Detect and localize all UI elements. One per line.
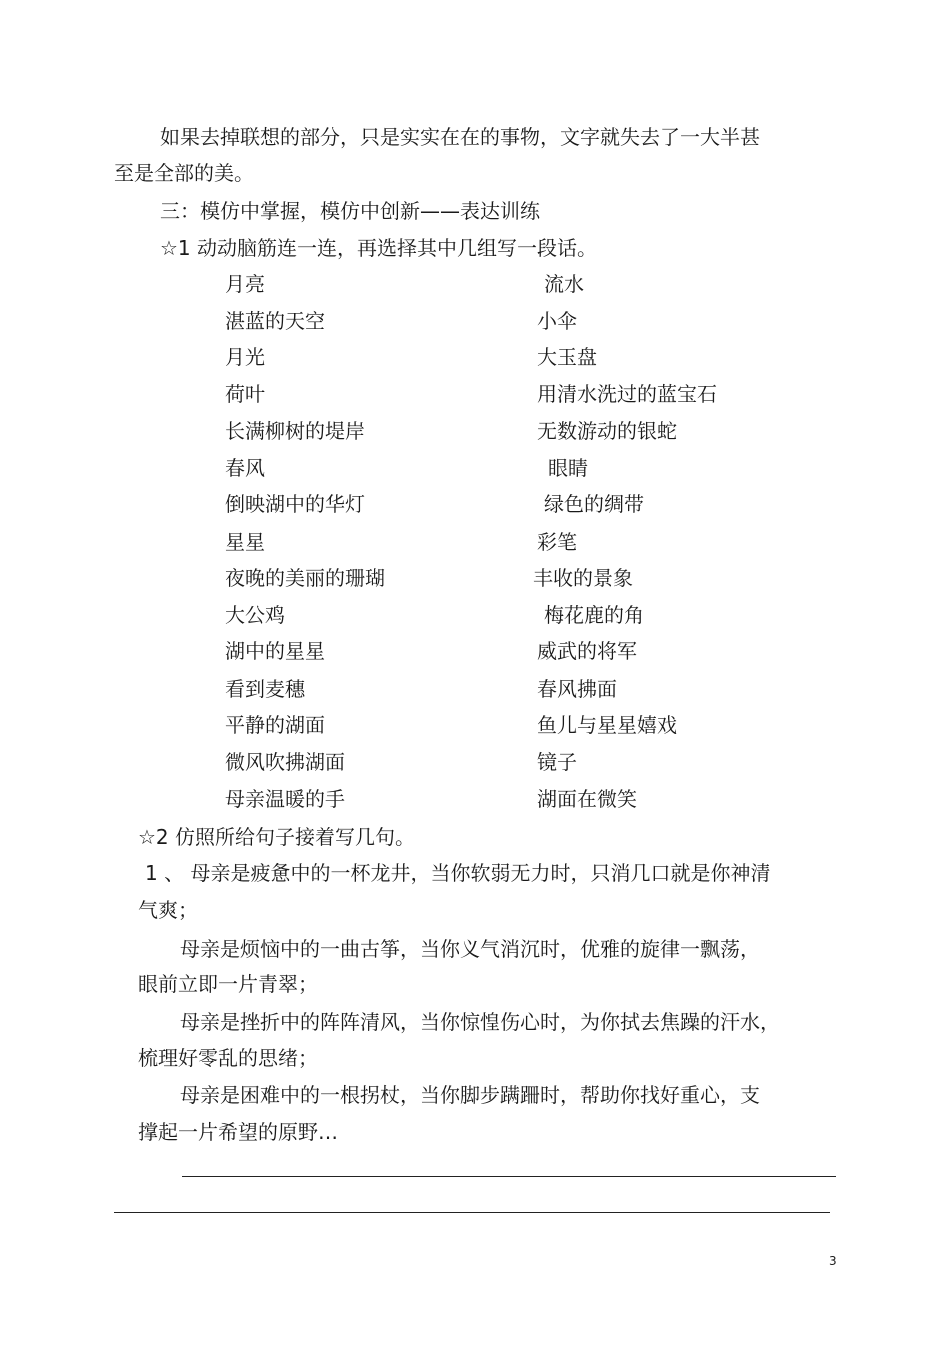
match-right-item: 用清水洗过的蓝宝石 <box>537 382 717 406</box>
example-1-line-1: 1 、 母亲是疲惫中的一杯龙井，当你软弱无力时，只消几口就是你神清 <box>145 861 771 885</box>
match-right-item: 小伞 <box>537 309 577 333</box>
match-right-item: 绿色的绸带 <box>544 492 644 516</box>
match-right-item: 丰收的景象 <box>533 566 633 590</box>
match-left-item: 荷叶 <box>225 382 265 406</box>
example-1-line-2: 气爽； <box>138 898 198 922</box>
writing-line-1[interactable] <box>182 1176 836 1177</box>
writing-line-2[interactable] <box>114 1212 830 1213</box>
match-right-item: 镜子 <box>537 750 577 774</box>
match-left-item: 大公鸡 <box>225 603 285 627</box>
match-left-item: 湛蓝的天空 <box>225 309 325 333</box>
match-left-item: 倒映湖中的华灯 <box>225 492 365 516</box>
example-3-line-1: 母亲是挫折中的阵阵清风，当你惊惶伤心时，为你拭去焦躁的汗水， <box>180 1010 780 1034</box>
match-left-item: 星星 <box>225 530 265 554</box>
match-left-item: 微风吹拂湖面 <box>225 750 345 774</box>
intro-line-2: 至是全部的美。 <box>114 161 254 185</box>
match-left-item: 春风 <box>225 456 265 480</box>
task2-heading: ☆2 仿照所给句子接着写几句。 <box>138 825 416 849</box>
example-2-line-1: 母亲是烦恼中的一曲古筝，当你义气消沉时，优雅的旋律一飘荡， <box>180 937 760 961</box>
section-heading: 三：模仿中掌握，模仿中创新——表达训练 <box>160 199 540 223</box>
match-right-item: 鱼儿与星星嬉戏 <box>537 713 677 737</box>
match-left-item: 月亮 <box>225 272 265 296</box>
match-right-item: 湖面在微笑 <box>537 787 637 811</box>
match-right-item: 彩笔 <box>537 530 577 554</box>
example-4-line-2: 撑起一片希望的原野… <box>138 1120 338 1144</box>
match-left-item: 月光 <box>225 345 265 369</box>
match-left-item: 长满柳树的堤岸 <box>225 419 365 443</box>
match-left-item: 平静的湖面 <box>225 713 325 737</box>
match-left-item: 湖中的星星 <box>225 639 325 663</box>
match-right-item: 无数游动的银蛇 <box>537 419 677 443</box>
example-3-line-2: 梳理好零乱的思绪； <box>138 1046 318 1070</box>
match-right-item: 流水 <box>544 272 584 296</box>
task1-heading: ☆1 动动脑筋连一连，再选择其中几组写一段话。 <box>160 236 598 260</box>
match-right-item: 眼睛 <box>548 456 588 480</box>
page-number: 3 <box>829 1254 837 1268</box>
match-left-item: 母亲温暖的手 <box>225 787 345 811</box>
match-left-item: 看到麦穗 <box>225 677 305 701</box>
example-4-line-1: 母亲是困难中的一根拐杖，当你脚步蹒跚时，帮助你找好重心，支 <box>180 1083 760 1107</box>
example-2-line-2: 眼前立即一片青翠； <box>138 972 318 996</box>
match-right-item: 春风拂面 <box>537 677 617 701</box>
match-right-item: 大玉盘 <box>537 345 597 369</box>
intro-line-1: 如果去掉联想的部分，只是实实在在的事物，文字就失去了一大半甚 <box>160 125 760 149</box>
match-right-item: 威武的将军 <box>537 639 637 663</box>
match-right-item: 梅花鹿的角 <box>544 603 644 627</box>
match-left-item: 夜晚的美丽的珊瑚 <box>225 566 385 590</box>
